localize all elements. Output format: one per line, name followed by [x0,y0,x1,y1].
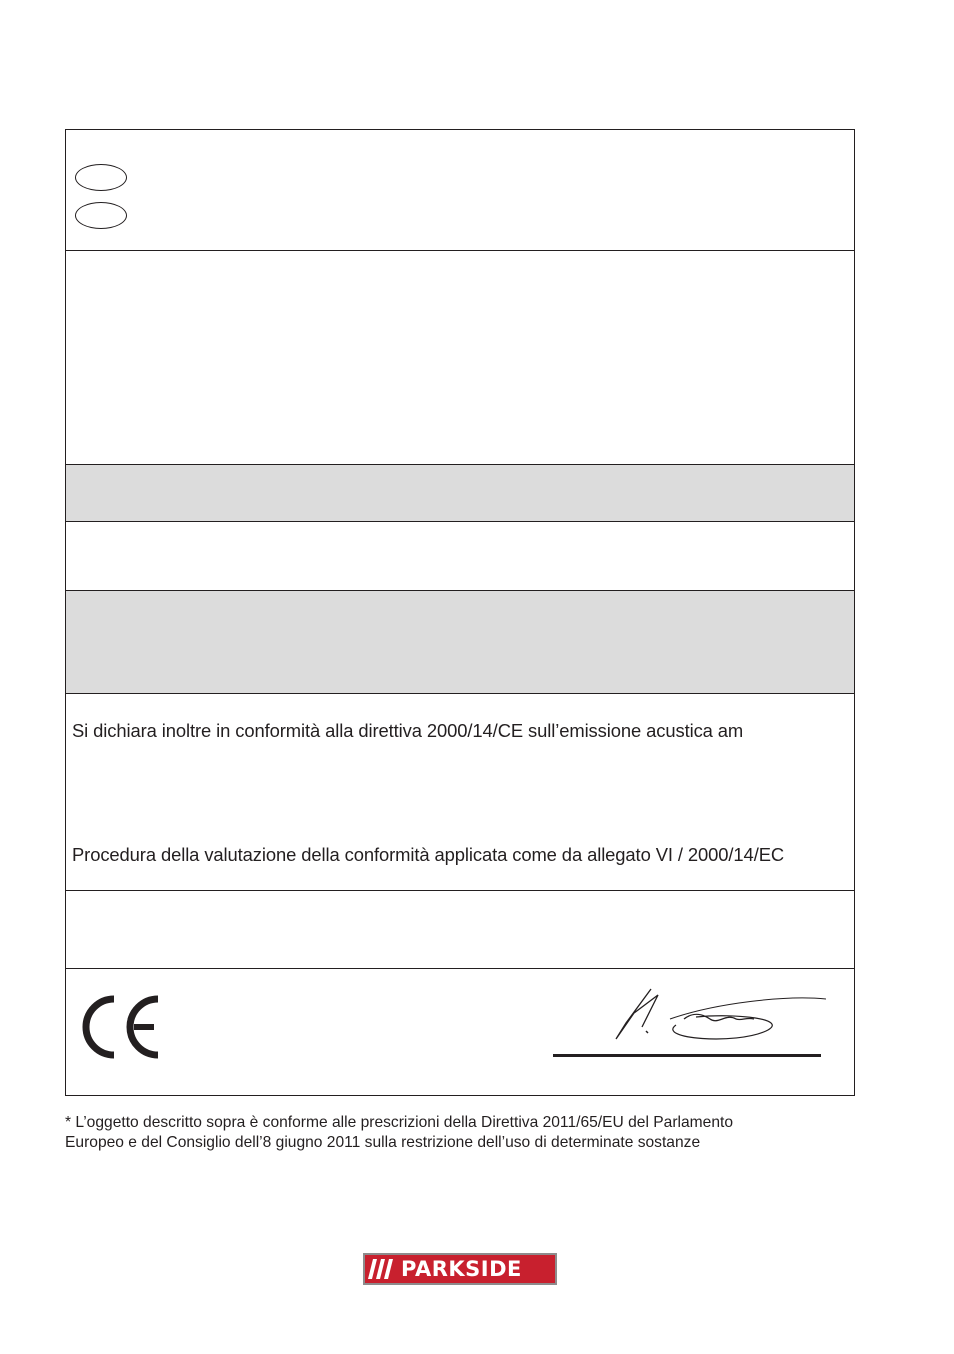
noise-declaration-row [66,694,854,891]
footnote-line-2: Europeo e del Consiglio dell’8 giugno 2011 sulla restrizione dell’uso di determinate sostanze [65,1134,701,1151]
signature-image [586,983,826,1047]
conformity-procedure-text: Procedura della valutazione della conformità applicata come da allegato VI / 2000/14/EC [72,844,785,865]
ce-mark-logo [78,991,162,1063]
blank-row-2 [66,891,854,969]
rohs-footnote [65,1113,865,1153]
blank-row-1 [66,522,854,591]
parkside-logo [363,1253,557,1285]
gray-row-1 [66,465,854,522]
country-code-oval-2 [75,202,127,229]
country-row [66,130,854,251]
footnote-line-1: * L’oggetto descritto sopra è conforme alle prescrizioni della Direttiva 2011/65/EU del Parlamento [65,1114,734,1131]
country-code-oval-1 [75,164,127,191]
logo-stripes-icon [365,1255,399,1283]
product-row [66,251,854,465]
gray-row-2 [66,591,854,694]
declaration-form [65,129,855,1096]
logo-brand-text: PARKSIDE [399,1255,555,1283]
noise-directive-text: Si dichiara inoltre in conformità alla direttiva 2000/14/CE sull’emissione acustica am [72,720,744,741]
marking-row [66,969,854,1095]
signature-line [553,1054,821,1057]
